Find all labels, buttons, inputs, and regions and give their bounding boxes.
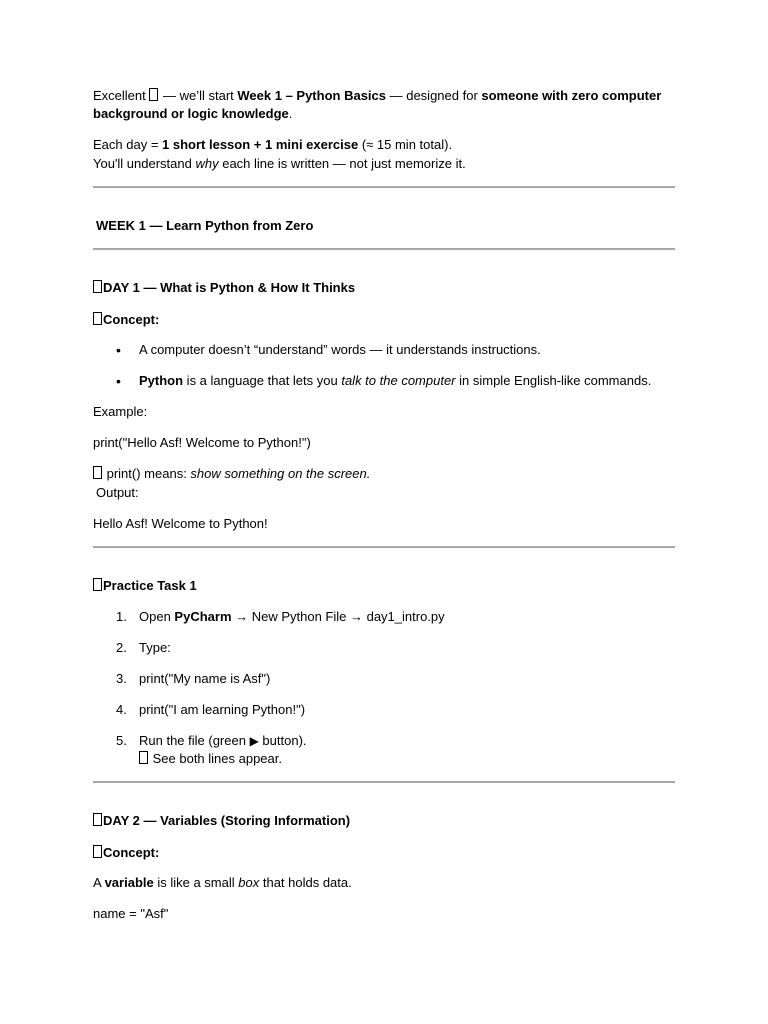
intro-line-3: Each day = 1 short lesson + 1 mini exercise (≈ 15 min total). (93, 137, 453, 152)
horizontal-rule (93, 546, 675, 548)
day1-bullet-1: A computer doesn’t “understand” words — it understands instructions. (139, 342, 541, 357)
horizontal-rule (93, 781, 675, 783)
task1-item-5: Run the file (green ▶ button). (139, 733, 307, 748)
week-heading: WEEK 1 — Learn Python from Zero (96, 218, 314, 233)
day1-concept-label: Concept: (93, 311, 159, 329)
task1-item-4: print("I am learning Python!") (139, 702, 306, 717)
list-number: 1. (116, 609, 127, 624)
missing-glyph-icon (93, 312, 102, 325)
bullet-dot: • (116, 342, 121, 358)
task1-heading: Practice Task 1 (93, 577, 197, 595)
missing-glyph-icon (139, 751, 148, 764)
day2-variable-line: A variable is like a small box that holds data. (93, 875, 352, 890)
missing-glyph-icon (93, 280, 102, 293)
list-number: 4. (116, 702, 127, 717)
task1-item-1: Open PyCharm → New Python File → day1_intro.py (139, 609, 445, 624)
day2-heading: DAY 2 — Variables (Storing Information) (93, 812, 350, 830)
task1-item-3: print("My name is Asf") (139, 671, 271, 686)
missing-glyph-icon (93, 813, 102, 826)
horizontal-rule (93, 248, 675, 250)
task1-item-5-sub: See both lines appear. (139, 750, 282, 768)
play-icon: ▶ (249, 734, 259, 748)
day1-heading: DAY 1 — What is Python & How It Thinks (93, 279, 355, 297)
missing-glyph-icon (93, 466, 102, 479)
day2-code-line: name = "Asf" (93, 906, 169, 921)
day1-means-line: print() means: show something on the screen. (93, 465, 370, 483)
list-number: 5. (116, 733, 127, 748)
missing-glyph-icon (93, 845, 102, 858)
bullet-dot: • (116, 373, 121, 389)
intro-line-4: You'll understand why each line is written — not just memorize it. (93, 156, 466, 171)
horizontal-rule (93, 186, 675, 188)
day1-code-line: print("Hello Asf! Welcome to Python!") (93, 435, 311, 450)
intro-line-2: background or logic knowledge. (93, 106, 293, 121)
missing-glyph-icon (149, 88, 158, 101)
day1-bullet-2: Python is a language that lets you talk to the computer in simple English-like commands. (139, 373, 652, 388)
list-number: 3. (116, 671, 127, 686)
day1-example-label: Example: (93, 404, 148, 419)
list-number: 2. (116, 640, 127, 655)
day1-output-text: Hello Asf! Welcome to Python! (93, 516, 268, 531)
day1-output-label: Output: (96, 485, 139, 500)
missing-glyph-icon (93, 578, 102, 591)
intro-line-1: Excellent — we’ll start Week 1 – Python Basics — designed for someone with zero computer (93, 88, 662, 103)
task1-item-2: Type: (139, 640, 171, 655)
day2-concept-label: Concept: (93, 844, 159, 862)
